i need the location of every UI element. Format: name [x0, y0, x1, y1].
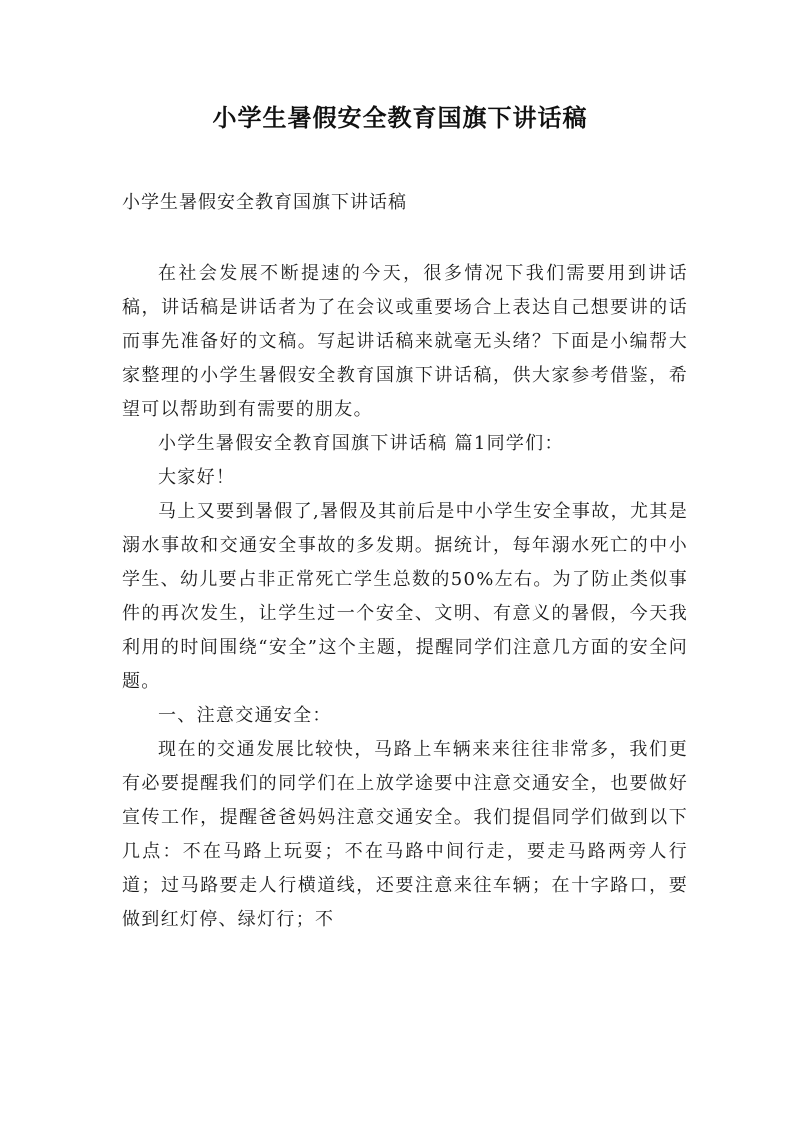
document-subtitle: 小学生暑假安全教育国旗下讲话稿 — [122, 192, 407, 213]
section-heading-traffic: 一、注意交通安全： — [158, 705, 332, 726]
speech-heading-paragraph: 小学生暑假安全教育国旗下讲话稿 篇1同学们： — [158, 433, 564, 454]
intro-paragraph: 在社会发展不断提速的今天，很多情况下我们需要用到讲话稿，讲话稿是讲话者为了在会议或重要场合上表达自己想要讲的话而事先准备好的文稿。写起讲话稿来就毫无头绪？下面是小编帮大家整理的小学生暑假安全教育国旗下讲话稿，供大家参考借鉴，希望可以帮助到有需要的朋友。 — [122, 263, 688, 420]
summer-safety-paragraph: 马上又要到暑假了,暑假及其前后是中小学生安全事故，尤其是溺水事故和交通安全事故的多发期。据统计，每年溺水死亡的中小学生、幼儿要占非正常死亡学生总数的50%左右。为了防止类似事件的再次发生，让学生过一个安全、文明、有意义的暑假，今天我利用的时间围绕“安全”这个主题，提醒同学们注意几方面的安全问题。 — [122, 501, 688, 692]
document-title: 小学生暑假安全教育国旗下讲话稿 — [212, 104, 588, 132]
document-body — [122, 257, 688, 937]
traffic-safety-paragraph: 现在的交通发展比较快，马路上车辆来来往往非常多，我们更有必要提醒我们的同学们在上放学途要中注意交通安全，也要做好宣传工作，提醒爸爸妈妈注意交通安全。我们提倡同学们做到以下几点：不在马路上玩耍；不在马路中间行走，要走马路两旁人行道；过马路要走人行横道线，还要注意来往车辆；在十字路口，要做到红灯停、绿灯行；不 — [122, 739, 688, 930]
greeting-paragraph: 大家好！ — [158, 467, 236, 488]
